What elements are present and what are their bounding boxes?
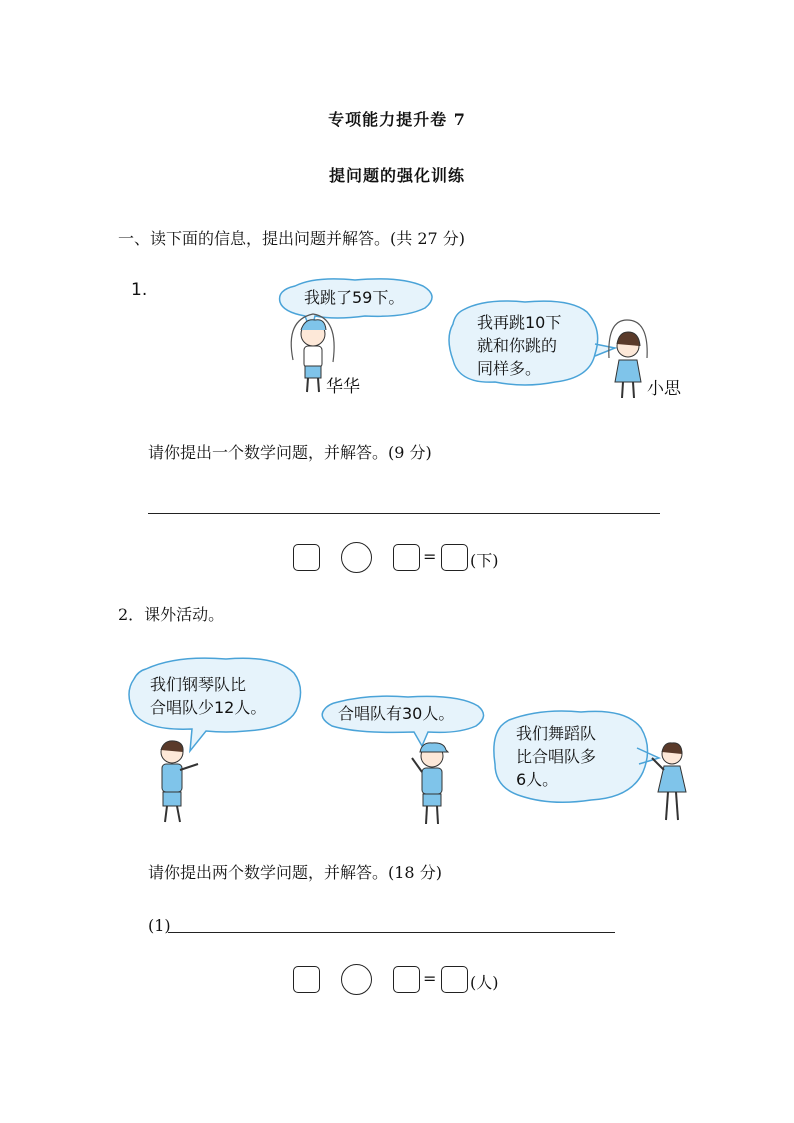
unit-2: (人) [470, 973, 499, 992]
page-subtitle: 提问题的强化训练 [328, 166, 465, 185]
answer-line-1[interactable] [148, 513, 660, 514]
bubble-xiaosi-line-1: 我再跳10下 [477, 313, 562, 332]
bubble-piano-line-2: 合唱队少12人。 [150, 698, 267, 717]
question-1-prompt: 请你提出一个数学问题，并解答。(9 分) [148, 443, 432, 462]
bubble-piano-line-1: 我们钢琴队比 [150, 675, 247, 694]
girl-dancing-icon [648, 738, 692, 828]
bubble-xiaosi-line-3: 同样多。 [477, 359, 542, 378]
unit-1: (下) [470, 551, 499, 570]
answer-box-2a[interactable] [293, 966, 320, 993]
bubble-text-xiaosi [477, 311, 561, 380]
answer-box-1a[interactable] [293, 544, 320, 571]
answer-box-2c[interactable] [441, 966, 468, 993]
name-xiaosi: 小思 [647, 379, 681, 399]
bubble-dance-line-1: 我们舞蹈队 [516, 724, 597, 743]
answer-box-1b[interactable] [393, 544, 420, 571]
answer-line-2[interactable] [168, 932, 615, 933]
operator-circle-2[interactable] [341, 964, 372, 995]
answer-box-2b[interactable] [393, 966, 420, 993]
section-heading: 一、读下面的信息，提出问题并解答。(共 27 分) [118, 229, 466, 248]
bubble-dance-line-2: 比合唱队多 [516, 747, 597, 766]
bubble-text-piano [150, 673, 266, 719]
answer-box-1c[interactable] [441, 544, 468, 571]
girl-jumping-rope-icon [603, 318, 653, 406]
name-huahua: 华华 [326, 377, 360, 397]
page-title: 专项能力提升卷 7 [328, 110, 466, 129]
bubble-xiaosi-line-2: 就和你跳的 [477, 336, 558, 355]
bubble-text-choir: 合唱队有30人。 [338, 704, 455, 723]
bubble-text-huahua: 我跳了59下。 [304, 288, 405, 307]
sub-question-1-label: (1) [148, 916, 171, 935]
operator-circle-1[interactable] [341, 542, 372, 573]
equals-sign-2: = [423, 969, 437, 988]
bubble-text-dance [516, 722, 596, 791]
question-2-number: 2．课外活动。 [118, 605, 225, 624]
bubble-dance-line-3: 6人。 [516, 770, 559, 789]
question-1-number: 1. [131, 280, 148, 300]
equals-sign-1: = [423, 547, 437, 566]
boy-pointing-icon [154, 738, 204, 828]
boy-with-cap-icon [408, 740, 456, 830]
question-2-prompt: 请你提出两个数学问题，并解答。(18 分) [148, 863, 442, 882]
